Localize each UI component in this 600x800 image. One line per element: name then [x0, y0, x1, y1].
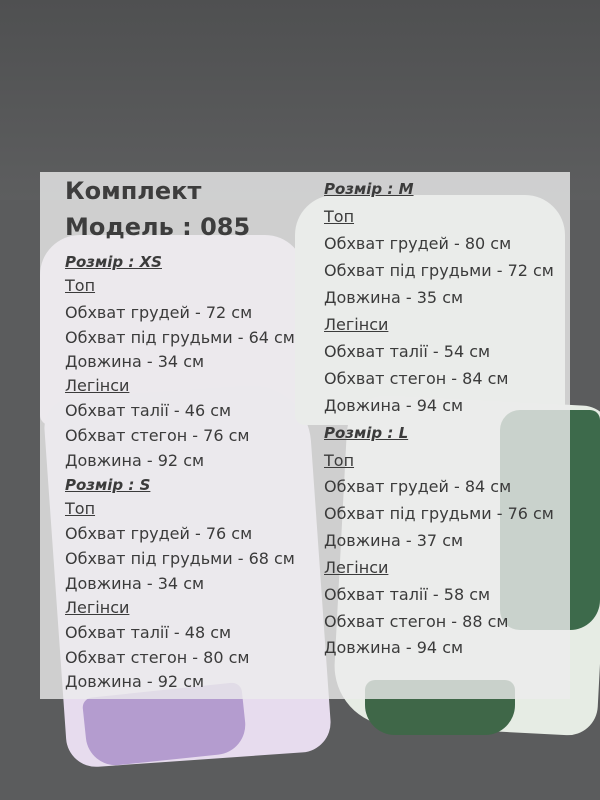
size-m-leggings-hips: Обхват стегон - 84 см [324, 369, 509, 388]
size-s-top-bust: Обхват грудей - 76 см [65, 524, 253, 543]
size-s-leggings-hips: Обхват стегон - 80 см [65, 648, 250, 667]
size-xs-top-label: Топ [65, 276, 96, 295]
size-m-top-label: Топ [324, 207, 355, 226]
size-m-top-underbust: Обхват під грудьми - 72 см [324, 261, 554, 280]
size-l-top-bust: Обхват грудей - 84 см [324, 477, 512, 496]
size-s-label: Розмір : S [65, 476, 151, 494]
set-title: Комплект [65, 177, 202, 205]
size-s-top-underbust: Обхват під грудьми - 68 см [65, 549, 295, 568]
size-l-top-length: Довжина - 37 см [324, 531, 464, 550]
size-l-leggings-waist: Обхват талії - 58 см [324, 585, 491, 604]
size-l-leggings-length: Довжина - 94 см [324, 638, 464, 657]
size-m-top-length: Довжина - 35 см [324, 288, 464, 307]
size-s-leggings-label: Легінси [65, 598, 130, 617]
size-m-leggings-label: Легінси [324, 315, 389, 334]
size-xs-top-bust: Обхват грудей - 72 см [65, 303, 253, 322]
size-s-top-label: Топ [65, 499, 96, 518]
size-s-leggings-waist: Обхват талії - 48 см [65, 623, 232, 642]
size-l-label: Розмір : L [324, 424, 409, 442]
size-l-top-underbust: Обхват під грудьми - 76 см [324, 504, 554, 523]
size-xs-top-length: Довжина - 34 см [65, 352, 205, 371]
size-xs-label: Розмір : XS [65, 253, 162, 271]
size-xs-leggings-length: Довжина - 92 см [65, 451, 205, 470]
size-xs-leggings-waist: Обхват талії - 46 см [65, 401, 232, 420]
background-wall [0, 0, 600, 200]
size-m-leggings-length: Довжина - 94 см [324, 396, 464, 415]
size-l-top-label: Топ [324, 451, 355, 470]
size-xs-top-underbust: Обхват під грудьми - 64 см [65, 328, 295, 347]
size-m-leggings-waist: Обхват талії - 54 см [324, 342, 491, 361]
size-m-top-bust: Обхват грудей - 80 см [324, 234, 512, 253]
size-chart-panel [40, 172, 570, 699]
size-xs-leggings-hips: Обхват стегон - 76 см [65, 426, 250, 445]
size-s-leggings-length: Довжина - 92 см [65, 672, 205, 691]
size-s-top-length: Довжина - 34 см [65, 574, 205, 593]
model-title: Модель : 085 [65, 213, 251, 241]
size-l-leggings-hips: Обхват стегон - 88 см [324, 612, 509, 631]
size-m-label: Розмір : M [324, 180, 414, 198]
size-l-leggings-label: Легінси [324, 558, 389, 577]
size-xs-leggings-label: Легінси [65, 376, 130, 395]
